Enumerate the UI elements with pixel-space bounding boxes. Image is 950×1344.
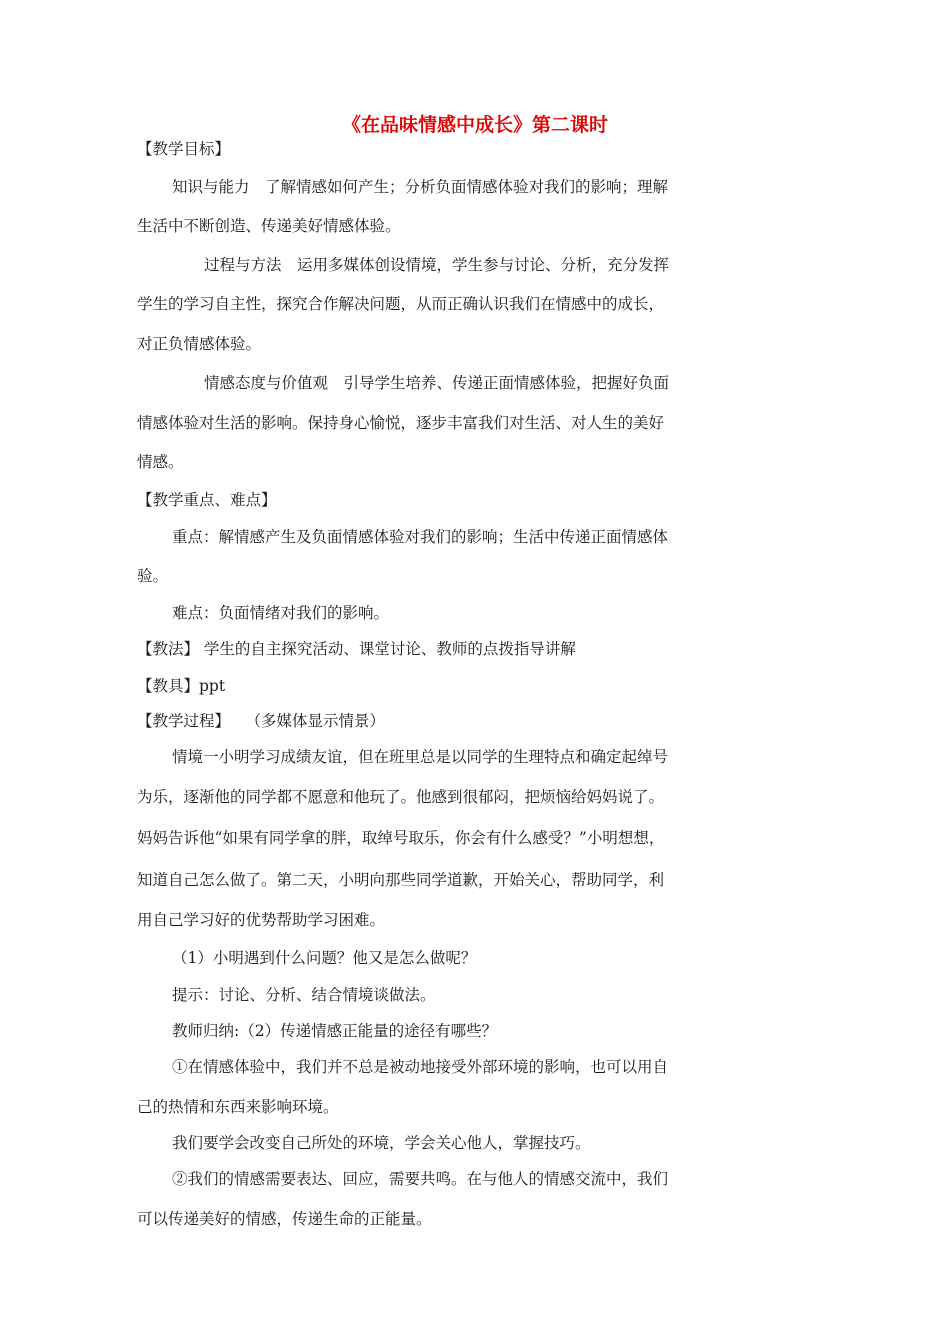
paragraph-line: 情感态度与价值观 引导学生培养、传递正面情感体验，把握好负面	[204, 374, 670, 392]
paragraph-line: 提示：讨论、分析、结合情境谈做法。	[172, 986, 436, 1004]
paragraph-line: 情感。	[137, 453, 184, 471]
paragraph-line: 为乐，逐渐他的同学都不愿意和他玩了。他感到很郁闷，把烦恼给妈妈说了。	[137, 788, 665, 806]
paragraph-line: 情感体验对生活的影响。保持身心愉悦，逐步丰富我们对生活、对人生的美好	[137, 414, 665, 432]
paragraph-line: 生活中不断创造、传递美好情感体验。	[137, 217, 401, 235]
section-heading-tools: 【教具】ppt	[137, 677, 226, 695]
paragraph-line: 用自己学习好的优势帮助学习困难。	[137, 911, 386, 929]
paragraph-line: 验。	[137, 567, 169, 585]
section-heading-methods: 【教法】 学生的自主探究活动、课堂讨论、教师的点拨指导讲解	[137, 640, 576, 658]
question-line: （1）小明遇到什么问题？他又是怎么做呢？	[172, 949, 477, 967]
paragraph-line: 对正负情感体验。	[137, 335, 262, 353]
section-heading-process: 【教学过程】 （多媒体显示情景）	[137, 712, 386, 730]
paragraph-line: 学生的学习自主性，探究合作解决问题，从而正确认识我们在情感中的成长，	[137, 295, 665, 313]
paragraph-line: 知识与能力 了解情感如何产生；分析负面情感体验对我们的影响；理解	[172, 178, 669, 196]
question-line: 教师归纳:（2）传递情感正能量的途径有哪些？	[172, 1022, 498, 1040]
paragraph-line: 可以传递美好的情感，传递生命的正能量。	[137, 1210, 432, 1228]
paragraph-line: 妈妈告诉他“如果有同学拿的胖，取绰号取乐，你会有什么感受？”小明想想，	[137, 829, 665, 847]
section-heading-objectives: 【教学目标】	[137, 140, 231, 158]
paragraph-line: 难点：负面情绪对我们的影响。	[172, 604, 390, 622]
paragraph-line: 己的热情和东西来影响环境。	[137, 1098, 339, 1116]
paragraph-line: ①在情感体验中，我们并不总是被动地接受外部环境的影响，也可以用自	[172, 1058, 669, 1076]
paragraph-line: 我们要学会改变自己所处的环境，学会关心他人，掌握技巧。	[172, 1134, 591, 1152]
paragraph-line: 情境一小明学习成绩友谊，但在班里总是以同学的生理特点和确定起绰号	[172, 748, 669, 766]
paragraph-line: 知道自己怎么做了。第二天，小明向那些同学道歉，开始关心，帮助同学，利	[137, 871, 665, 889]
document-title: 《在品味情感中成长》第二课时	[341, 114, 608, 136]
paragraph-line: ②我们的情感需要表达、回应，需要共鸣。在与他人的情感交流中，我们	[172, 1170, 669, 1188]
paragraph-line: 过程与方法 运用多媒体创设情境，学生参与讨论、分析，充分发挥	[204, 256, 670, 274]
section-heading-key-points: 【教学重点、难点】	[137, 491, 277, 509]
paragraph-line: 重点：解情感产生及负面情感体验对我们的影响；生活中传递正面情感体	[172, 528, 669, 546]
